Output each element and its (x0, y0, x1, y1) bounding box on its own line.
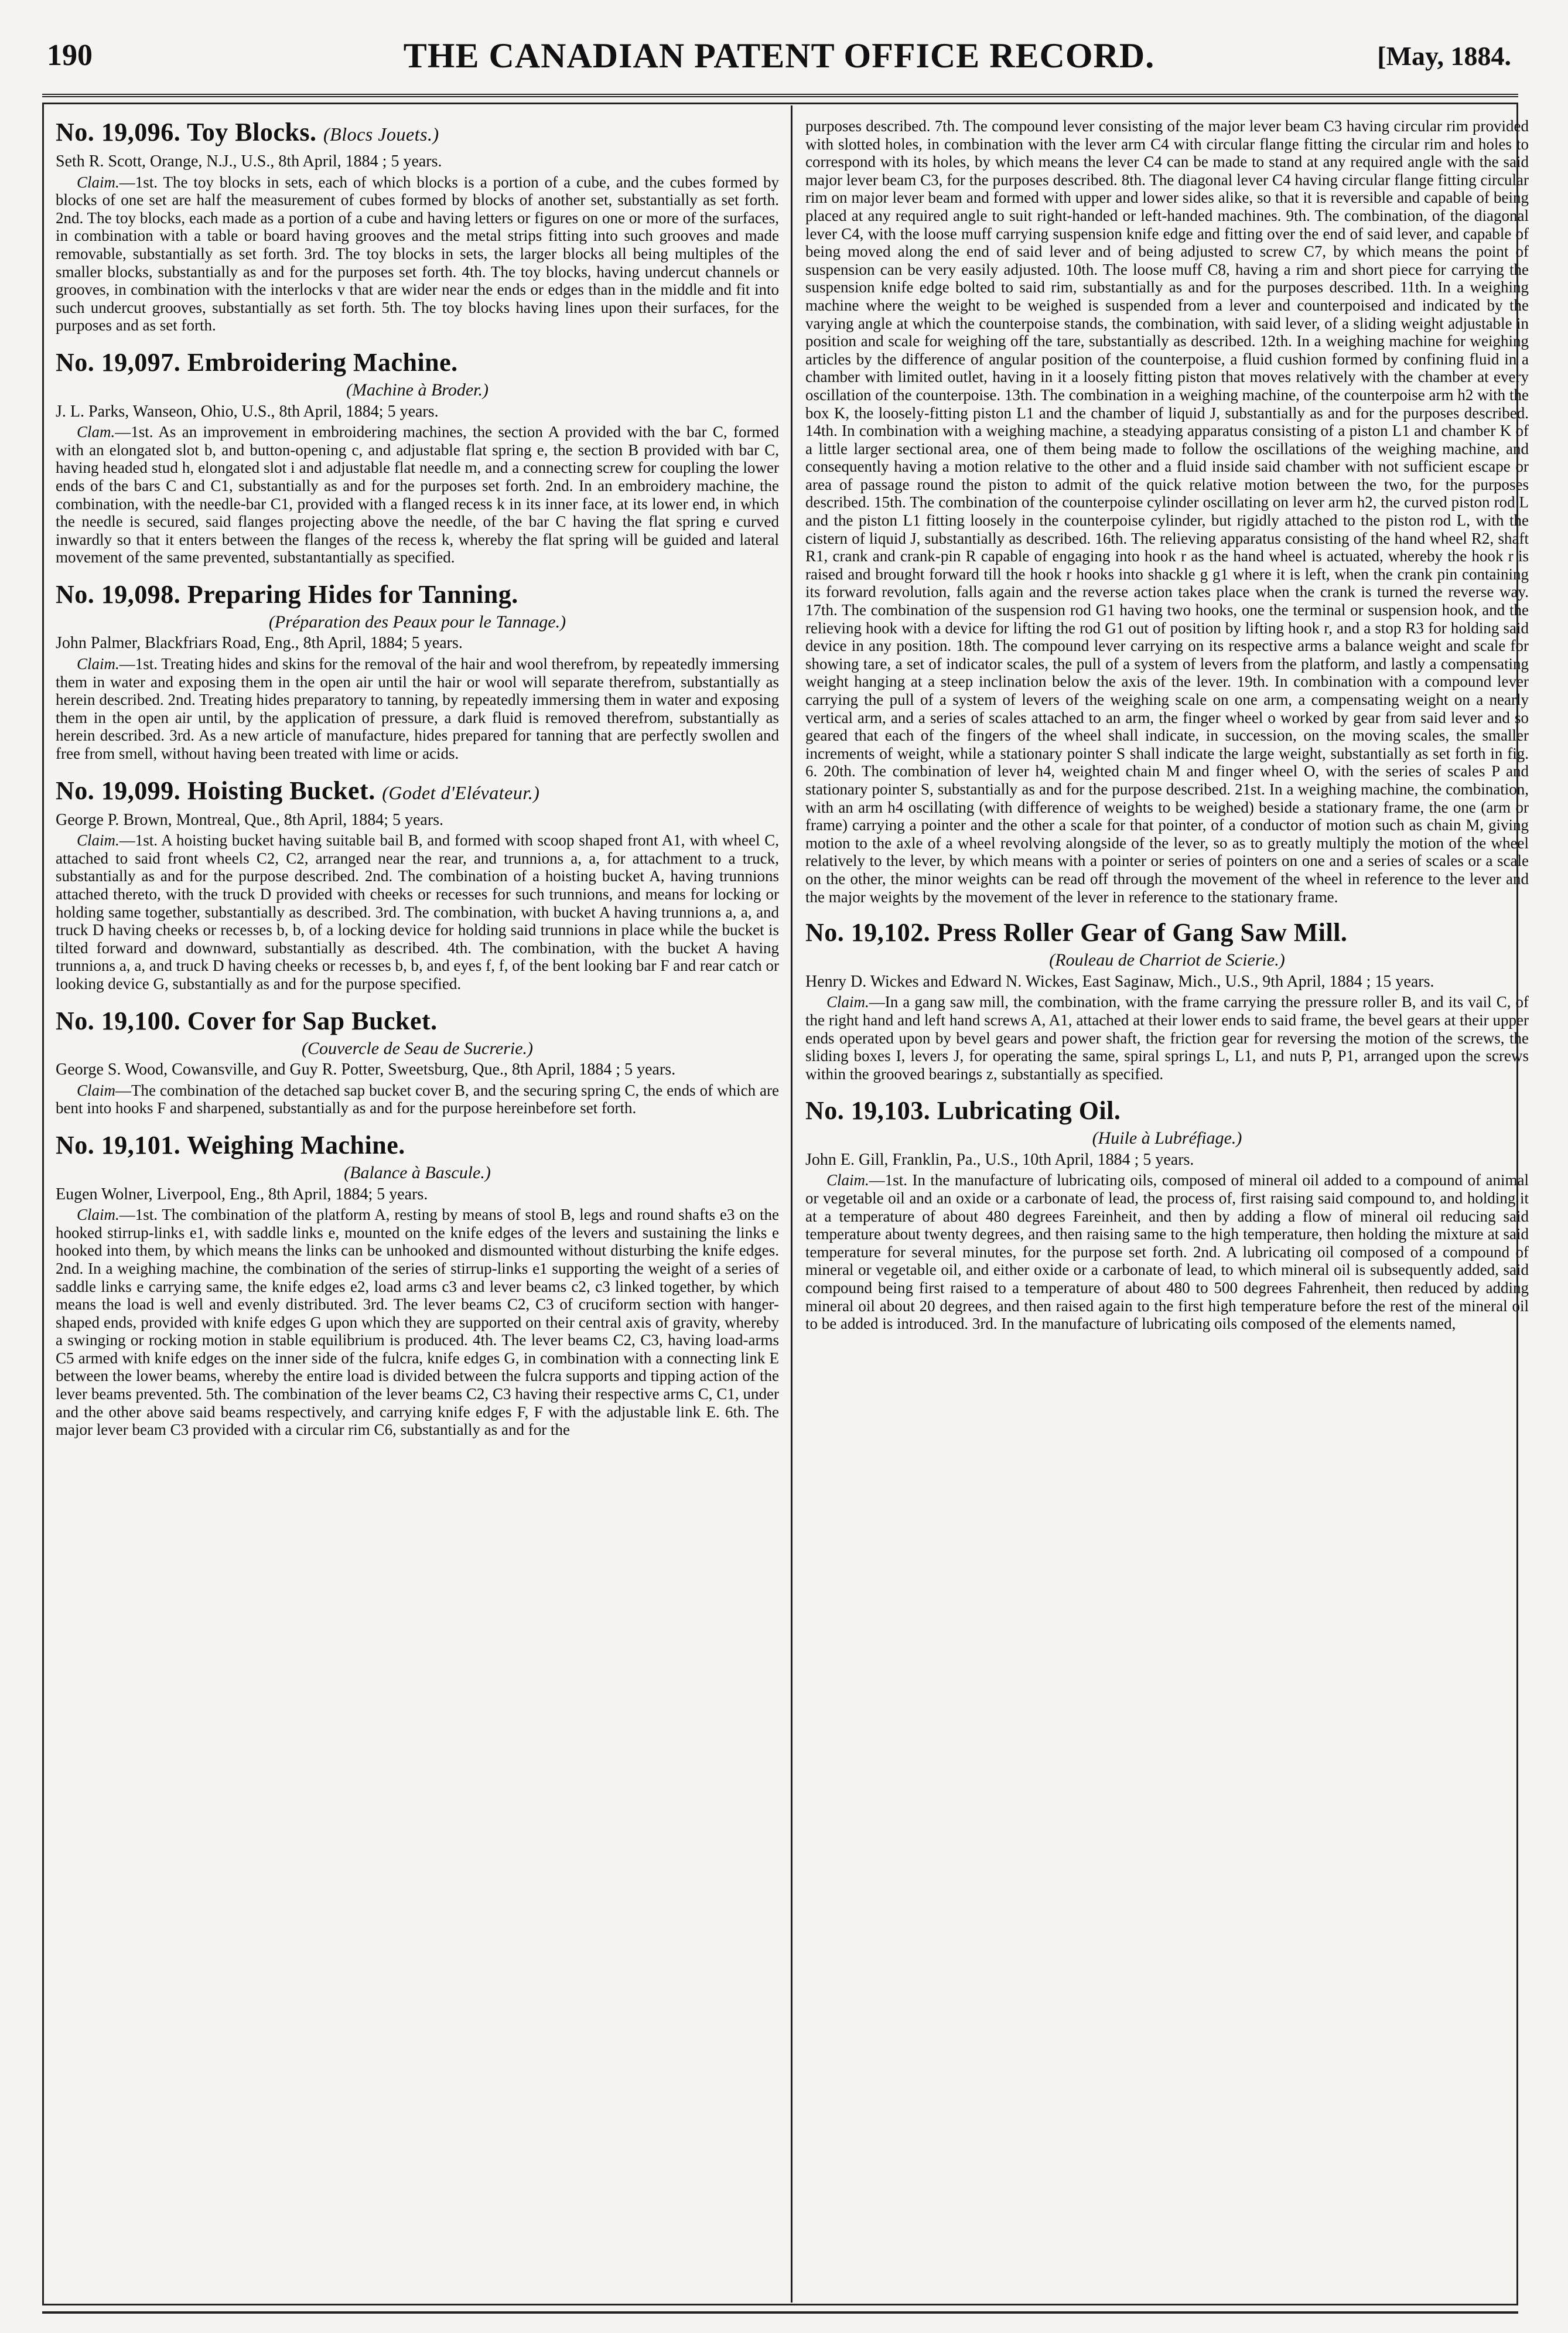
patent-claim: Claim.—1st. A hoisting bucket having suitable bail B, and formed with scoop shaped front A1, with wheel C, attached to said front wheels C2, C2, arranged near the rear, and trunnions a, a, for attachment to a truck, substantially as and for the purpose described. 2nd. The combination of a hoisting bucket A, having trunnions attached thereto, with the truck D provided with cheeks or recesses for such trunnions, and means for locking or holding same together, substantially as described. 3rd. The combination, with bucket A having trunnions a, a, and truck D having cheeks or recesses b, b, of a locking device for holding said trunnions in place while the bucket is tilted forward and downward, substantially as described. 4th. The combination, with the bucket A having trunnions a, a, and truck D having cheeks or recesses b, b, and eyes f, f, of the bent looking bar F and rear catch or looking device G, substantially as and for the purpose specified. (56, 831, 779, 992)
page-date: [May, 1884. (1377, 41, 1511, 71)
patent-claim: Clam.—1st. As an improvement in embroidering machines, the section A provided with the bar C, formed with an elongated slot b, and button-opening c, and adjustable flat spring e, the section B provided with bar C, having headed stud h, elongated slot i and adjustable flat needle m, and a connecting screw for coupling the lower ends of the bars C and C1, substantially as and for the purposes set forth. 2nd. In an embroidery machine, the combination, with the needle-bar C1, provided with a flanged recess k in its inner face, at its lower end, in which the needle is secured, said flanges projecting above the needle, of the bar C having the flat spring e curved inwardly so that it enters between the flanges of the recess k, whereby the flat spring will be guided and lateral movement of the same prevented, substantantially as specified. (56, 423, 779, 567)
patent-heading: No. 19,100. Cover for Sap Bucket. (56, 1006, 438, 1035)
left-column (56, 117, 779, 2285)
patent-heading: No. 19,101. Weighing Machine. (56, 1130, 405, 1159)
page-title: THE CANADIAN PATENT OFFICE RECORD. (403, 36, 1155, 75)
patent-inventor: George P. Brown, Montreal, Que., 8th April, 1884; 5 years. (56, 810, 444, 829)
column-divider (791, 105, 792, 2303)
patent-entry-19098 (56, 579, 779, 763)
patent-entry-19101 (56, 1130, 779, 1439)
patent-french-title: (Couvercle de Seau de Sucrerie.) (301, 1038, 534, 1058)
page-number: 190 (47, 39, 93, 72)
patent-french-title: (Huile à Lubréfiage.) (1092, 1128, 1242, 1148)
patent-french-title: (Machine à Broder.) (346, 380, 488, 400)
patent-entry-19097 (56, 347, 779, 567)
patent-entry-19099 (56, 776, 779, 993)
footer-rule (42, 2311, 1518, 2314)
patent-inventor: John E. Gill, Franklin, Pa., U.S., 10th April, 1884 ; 5 years. (805, 1150, 1194, 1169)
patent-claim: Claim.—1st. In the manufacture of lubricating oils, composed of mineral oil added to a compound of animal or vegetable oil and an oxide or a carbonate of lead, the process of, first raising said compound to, and holding it at a temperature of about 480 degrees Fareinheit, and then by adding a flow of mineral oil reducing said temperature about twenty degrees, and then raising same to the high temperature, then holding the mixture at said temperature for several minutes, for the purpose set forth. 2nd. A lubricating oil composed of a compound of mineral or vegetable oil, and either oxide or a carbonate of lead, to which mineral oil is subsequently added, said compound being first raised to a temperature of about 480 to 500 degrees Fahrenheit, then reduced by adding mineral oil about 20 degrees, and then raised again to the first high temperature before the rest of the mineral oil to be added is introduced. 3rd. In the manufacture of lubricating oils composed of the elements named, (805, 1171, 1529, 1333)
patent-inventor: John Palmer, Blackfriars Road, Eng., 8th April, 1884; 5 years. (56, 634, 463, 653)
patent-heading: No. 19,099. Hoisting Bucket. (Godet d'Elévateur.) (56, 776, 540, 805)
patent-heading: No. 19,097. Embroidering Machine. (56, 347, 458, 377)
patent-heading: No. 19,103. Lubricating Oil. (805, 1096, 1121, 1125)
patent-inventor: Seth R. Scott, Orange, N.J., U.S., 8th April, 1884 ; 5 years. (56, 152, 442, 170)
patent-inventor: George S. Wood, Cowansville, and Guy R. Potter, Sweetsburg, Que., 8th April, 1884 ; 5 years. (56, 1060, 676, 1079)
page-header (47, 32, 1511, 85)
patent-claim: Claim.—1st. Treating hides and skins for the removal of the hair and wool therefrom, by repeatedly immersing them in water and exposing them in the open air until the hair or wool will separate therefrom, substantially as herein described. 2nd. Treating hides preparatory to tanning, by repeatedly immersing them in water and exposing them in the open air until, by the application of pressure, a dark fluid is removed therefrom, substantially as herein described. 3rd. As a new article of manufacture, hides prepared for tanning that are perfectly swollen and free from smell, without having been treated with lime or acids. (56, 655, 779, 763)
patent-claim-continuation: purposes described. 7th. The compound lever consisting of the major lever beam C3 having circular rim provided with slotted holes, in combination with the lever arm C4 with circular flange fitting the circular rim and holes to correspond with its holes, by which means the lever C4 can be made to stand at any required angle with the said major lever beam C3, for the purposes described. 8th. The diagonal lever C4 having circular flange fitting circular rim on major lever beam and formed with upper and lower sides alike, so that it is reversible and capable of being placed at any required angle to suit right-handed or left-handed machines. 9th. The combination, of the diagonal lever C4, with the loose muff carrying suspension knife edge and fitting over the end of said lever, and capable of being moved along the end of said lever and of being adjusted to screw C7, by which means the point of suspension can be very easily adjusted. 10th. The loose muff C8, having a rim and short piece for carrying the suspension knife edge bolted to said rim, substantially as and for the purposes described. 11th. In a weighing machine where the weight to be weighed is suspended from a lever and counterpoised and indicated by the varying angle at which the counterpoise stands, the combination, with said lever, of a sliding weight adjustable in position and scale for weighing off the tare, substantially as described. 12th. In a weighing machine for weighing articles by the difference of angular position of the counterpoise, a fluid cushion formed by confining fluid in a chamber with limited outlet, having in it a loosely fitting piston that moves relatively with the chamber at every oscillation of the counterpoise. 13th. The combination in a weighing machine, of the counterpoise arm h2 with the box K, the loosely-fitting piston L1 and the chamber of liquid J, substantially as and for the purposes described. 14th. In combination with a weighing machine, a steadying apparatus consisting of a piston L1 and chamber K of a little larger sectional area, one of them being made to follow the oscillations of the weighing machine, and consequently having a motion relative to the other and a fluid inside said chamber with not sufficient escape or area of passage round the piston to admit of the quick relative motion between the two, for the purposes described. 15th. The combination of the counterpoise cylinder oscillating on lever arm h2, the curved piston rod L and the piston L1 fitting loosely in the counterpoise cylinder, but rigidly attached to the piston rod L, with the cistern of liquid J, substantially as described. 16th. The relieving apparatus consisting of the hand wheel R2, shaft R1, crank and crank-pin R capable of engaging into hook r as the hand wheel is actuated, whereby the hook r is raised and brought forward till the hook r hooks into shackle g g1 where it is left, when the crank pin containing its forward revolution, falls again and the reverse action takes place when the crank is turned the reverse way. 17th. The combination of the suspension rod G1 having two hooks, one the terminal or suspension hook, and the relieving hook with a device for lifting the rod G1 out of position by lifting hook r, and a stop R3 for holding said device in any position. 18th. The compound lever carrying on its respective arms a balance weight and scale for showing tare, a set of indicator scales, the pull of a system of levers from the platform, and lastly a compensating weight hanging at a steep inclination below the axis of the lever. 19th. In combination with a compound lever carrying the pull of a system of levers of the weighing scale on one arm, a compensating weight on a nearly vertical arm, and a series of scales attached to an arm, the finger wheel o worked by gear from said lever and so geared that each of the fingers of the wheel shall indicate, in succession, on the moving scales, the smaller increments of weight, while a stationary pointer S shall indicate the large weight, substantially as set forth in fig. 6. 20th. The combination of lever h4, weighted chain M and finger wheel O, with the series of scales P and stationary pointer S, substantially as and for the purpose described. 21st. In a weighing machine, the combination, with an arm h4 oscillating (with difference of weights to be weighed) beside a stationary frame, the one (arm or frame) carrying a pointer and the other a scale for that pointer, of a conductor of motion such as chain M, giving motion to the axle of a wheel revolving alongside of the lever, so as to greatly multiply the motion of the wheel relatively to the lever, by which means with a pointer or series of pointers on one and a series of scales or a scale on the other, the minor weights can be read off through the movement of the wheel in reference to the lever and the major weights by the movement of the lever in reference to the stationary frame. (805, 117, 1529, 906)
patent-claim: Claim.—1st. The combination of the platform A, resting by means of stool B, legs and round shafts e3 on the hooked stirrup-links e1, with saddle links e, mounted on the knife edges of the levers and sustaining the links e hooked into them, by which means the links can be unhooked and dismounted without disturbing the knife edges. 2nd. In a weighing machine, the combination of the series of stirrup-links e1 supporting the weight of a series of saddle links e carrying same, the knife edges e2, load arms c3 and lever beams c2, c3 linked together, by which means the load is well and evenly distributed. 3rd. The lever beams C2, C3 of cruciform section with hanger-shaped ends, provided with knife edges G upon which they are supported on their central axis of gravity, whereby a swinging or rocking motion in stable equilibrium is produced. 4th. The lever beams C2, C3, having load-arms C5 armed with knife edges on the inner side of the fulcra, knife edges G, in combination with a connecting link E between the lower beams, whereby the entire load is divided between the fulcra supports and tipping action of the lever beams prevented. 5th. The combination of the lever beams C2, C3 having their respective arms C, C1, under and the other above said beams respectively, and carrying knife edges F, F with the adjustable link E. 6th. The major lever beam C3 provided with a circular rim C6, substantially as and for the (56, 1206, 779, 1439)
right-column (805, 117, 1529, 2285)
patent-french-title: (Préparation des Peaux pour le Tannage.) (268, 612, 566, 632)
patent-inventor: Eugen Wolner, Liverpool, Eng., 8th April, 1884; 5 years. (56, 1185, 428, 1203)
patent-entry-19096 (56, 117, 779, 335)
patent-heading: No. 19,098. Preparing Hides for Tanning. (56, 579, 518, 609)
patent-claim: Claim.—In a gang saw mill, the combination, with the frame carrying the pressure roller B, and its vail C, of the right hand and left hand screws A, A1, attached at their lower ends to said frame, the bevel gears at their upper ends operated upon by bevel gears and power shaft, the friction gear for reversing the motion of the screws, the sliding boxes I, levers J, for operating the same, spiral springs L, L1, and nuts P, P1, arranged upon the screws within the grooved bearings z, substantially as specified. (805, 993, 1529, 1083)
patent-entry-19100 (56, 1006, 779, 1117)
patent-french-title: (Balance à Bascule.) (344, 1162, 491, 1182)
patent-claim: Claim.—1st. The toy blocks in sets, each of which blocks is a portion of a cube, and the cubes formed by blocks of one set are half the measurement of cubes formed by blocks of another set, substantially as set forth. 2nd. The toy blocks, each made as a portion of a cube and having letters or figures on one or more of the surfaces, in combination with a table or board having grooves and the metal strips fitting into such grooves and made removable, substantially as set forth. 3rd. The toy blocks in sets, the larger blocks all being multiples of the smaller blocks, substantially as and for the purposes set forth. 4th. The toy blocks, having undercut channels or grooves, in combination with the interlocks v that are wider near the ends or edges than in the middle and fit into such undercut grooves, substantially as set forth. 5th. The toy blocks having lines upon their surfaces, for the purposes and as set forth. (56, 173, 779, 335)
patent-inventor: J. L. Parks, Wanseon, Ohio, U.S., 8th April, 1884; 5 years. (56, 402, 439, 421)
patent-heading: No. 19,096. Toy Blocks. (Blocs Jouets.) (56, 118, 439, 146)
patent-inventor: Henry D. Wickes and Edward N. Wickes, East Saginaw, Mich., U.S., 9th April, 1884 ; 15 years. (805, 972, 1434, 991)
header-rule (42, 94, 1518, 97)
patent-entry-19102 (805, 917, 1529, 1083)
patent-heading: No. 19,102. Press Roller Gear of Gang Saw Mill. (805, 918, 1348, 947)
patent-claim: Claim—The combination of the detached sap bucket cover B, and the securing spring C, the ends of which are bent into hooks F and sharpened, substantially as and for the purpose hereinbefore set forth. (56, 1081, 779, 1117)
patent-french-title: (Rouleau de Charriot de Scierie.) (1049, 950, 1285, 970)
patent-entry-19103 (805, 1096, 1529, 1333)
